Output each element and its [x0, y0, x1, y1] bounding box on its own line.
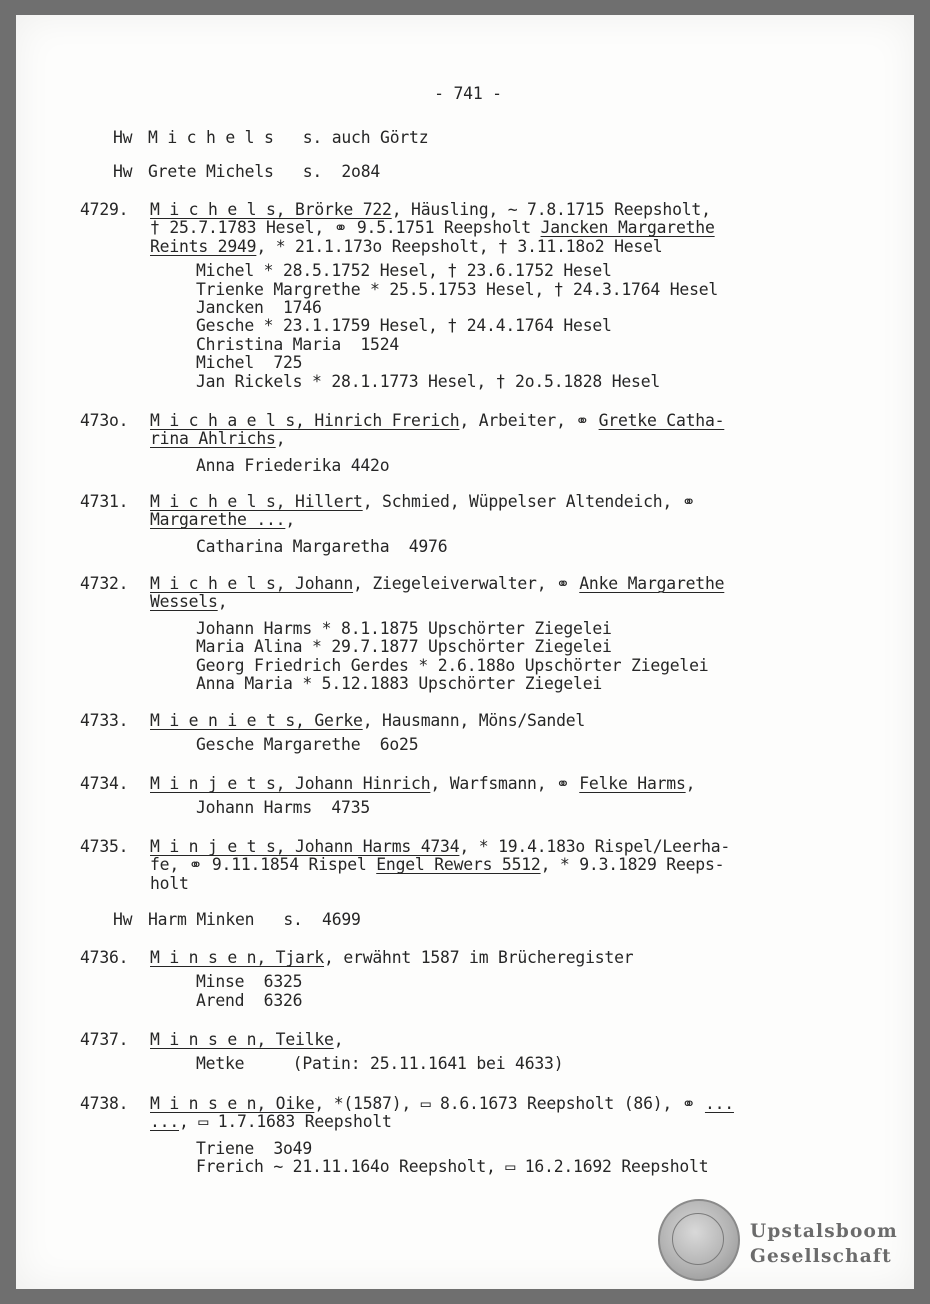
genealogy-entry — [150, 949, 830, 967]
entry-number: 4738. — [80, 1094, 129, 1113]
child-entry: Triene 3o49 — [196, 1138, 313, 1158]
genealogy-entry — [150, 1095, 830, 1132]
genealogy-entry — [150, 493, 830, 530]
underlined-name: M i c h e l s, Johann — [150, 574, 354, 593]
child-entry: Arend 6326 — [196, 990, 303, 1010]
entry-number: 4729. — [80, 200, 129, 219]
entry-line — [150, 593, 830, 611]
entry-number: 4737. — [80, 1030, 129, 1049]
underlined-name: ... — [704, 1094, 734, 1113]
children-list — [196, 973, 836, 1010]
children-list — [196, 1055, 836, 1073]
entry-number: 4733. — [80, 711, 129, 730]
children-list — [196, 457, 836, 475]
genealogy-entry — [150, 412, 830, 449]
cross-reference-name: Grete Michels — [148, 162, 274, 181]
child-entry: Michel 725 — [196, 353, 303, 373]
genealogy-entry — [150, 1031, 830, 1049]
child-entry: Christina Maria 1524 — [196, 334, 400, 354]
entry-line — [150, 856, 830, 874]
entry-line — [150, 412, 830, 430]
underlined-name: M i n s e n, Teilke — [150, 1030, 334, 1049]
entry-line — [150, 430, 830, 448]
cross-reference-line — [113, 163, 380, 181]
entry-text: , * 19.4.183o Rispel/Leerha- — [459, 837, 731, 856]
children-list — [196, 538, 836, 556]
child-entry: Johann Harms * 8.1.1875 Upschörter Ziegelei — [196, 618, 612, 638]
children-list — [196, 799, 836, 817]
genealogy-entry — [150, 712, 830, 730]
genealogy-entry — [150, 201, 830, 256]
cross-reference-target: s. 4699 — [254, 910, 361, 929]
publisher-name-line1: Upstalsboom — [750, 1221, 898, 1242]
entry-text: † 25.7.1783 Hesel, ⚭ 9.5.1751 Reepsholt — [150, 218, 541, 238]
entry-text: , — [275, 429, 286, 449]
children-list — [196, 1140, 836, 1177]
entry-text: , Ziegeleiverwalter, ⚭ — [353, 574, 580, 593]
children-list — [196, 262, 836, 391]
cross-reference-name: Harm Minken — [148, 910, 255, 929]
entry-line — [150, 1095, 830, 1113]
hw-prefix: Hw — [113, 162, 133, 181]
document-body — [16, 15, 914, 1289]
child-entry: Maria Alina * 29.7.1877 Upschörter Ziegelei — [196, 637, 612, 657]
child-entry: Trienke Margrethe * 25.5.1753 Hesel, † 24.3.1764 Hesel — [196, 279, 719, 299]
underlined-name: Engel Rewers 5512 — [376, 855, 541, 875]
genealogy-entry — [150, 575, 830, 612]
underlined-name: Felke Harms — [579, 774, 686, 793]
cross-reference-name: M i c h e l s — [148, 128, 274, 147]
entry-line — [150, 201, 830, 219]
entry-number: 4735. — [80, 837, 129, 856]
child-entry: Johann Harms 4735 — [196, 798, 371, 818]
entry-number: 4731. — [80, 492, 129, 511]
entry-text: , Häusling, ~ 7.8.1715 Reepsholt, — [391, 200, 711, 219]
entry-line — [150, 775, 830, 793]
entry-line — [150, 511, 830, 529]
underlined-name: rina Ahlrichs — [150, 429, 276, 449]
underlined-name: Gretke Catha- — [598, 411, 725, 430]
entry-text: , — [217, 592, 228, 612]
underlined-name: M i c h e l s, Brörke 722 — [150, 200, 392, 219]
entry-number: 4736. — [80, 948, 129, 967]
underlined-name: M i c h a e l s, Hinrich Frerich — [150, 411, 460, 430]
cross-reference-line — [113, 911, 361, 929]
entry-line — [150, 575, 830, 593]
entry-text: , Schmied, Wüppelser Altendeich, ⚭ — [362, 492, 696, 511]
entry-text: , erwähnt 1587 im Brücheregister — [324, 948, 634, 967]
entry-text: , Hausmann, Möns/Sandel — [362, 711, 586, 730]
publisher-name-line2: Gesellschaft — [750, 1246, 892, 1267]
underlined-name: Wessels — [150, 592, 218, 612]
child-entry: Gesche * 23.1.1759 Hesel, † 24.4.1764 Hesel — [196, 316, 612, 336]
child-entry: Gesche Margarethe 6o25 — [196, 735, 419, 755]
entry-number: 4732. — [80, 574, 129, 593]
entry-line — [150, 219, 830, 237]
child-entry: Anna Friederika 442o — [196, 455, 390, 475]
entry-line — [150, 875, 830, 893]
child-entry: Jan Rickels * 28.1.1773 Hesel, † 2o.5.1828 Hesel — [196, 371, 661, 391]
hw-prefix: Hw — [113, 128, 133, 147]
child-entry: Georg Friedrich Gerdes * 2.6.188o Upschörter Ziegelei — [196, 655, 709, 675]
child-entry: Catharina Margaretha 4976 — [196, 536, 448, 556]
entry-line — [150, 493, 830, 511]
hw-prefix: Hw — [113, 910, 133, 929]
underlined-name: Reints 2949 — [150, 236, 257, 256]
entry-number: 473o. — [80, 411, 129, 430]
genealogy-entry — [150, 838, 830, 893]
underlined-name: M i n s e n, Tjark — [150, 948, 325, 967]
underlined-name: M i e n i e t s, Gerke — [150, 711, 363, 730]
child-entry: Frerich ~ 21.11.164o Reepsholt, ▭ 16.2.1692 Reepsholt — [196, 1157, 709, 1177]
cross-reference-line — [113, 129, 428, 147]
entry-line — [150, 1113, 830, 1131]
underlined-name: Jancken Margarethe — [540, 218, 715, 238]
entry-text: , Arbeiter, ⚭ — [459, 411, 599, 430]
underlined-name: Anke Margarethe — [579, 574, 725, 593]
entry-text: , *(1587), ▭ 8.6.1673 Reepsholt (86), ⚭ — [314, 1094, 705, 1113]
entry-text: holt — [150, 873, 189, 893]
child-entry: Michel * 28.5.1752 Hesel, † 23.6.1752 Hesel — [196, 261, 612, 281]
children-list — [196, 620, 836, 694]
genealogy-entry — [150, 775, 830, 793]
page-number: - 741 - — [434, 84, 502, 103]
entry-text: , — [333, 1030, 344, 1049]
underlined-name: Margarethe ... — [150, 510, 286, 530]
entry-text: fe, ⚭ 9.11.1854 Rispel — [150, 855, 377, 875]
entry-number: 4734. — [80, 774, 129, 793]
underlined-name: ... — [150, 1112, 180, 1132]
entry-line — [150, 1031, 830, 1049]
cross-reference-target: s. 2o84 — [273, 162, 381, 181]
entry-text: , — [285, 510, 296, 530]
entry-line — [150, 838, 830, 856]
entry-text: , — [685, 774, 696, 793]
underlined-name: M i n j e t s, Johann Harms 4734 — [150, 837, 460, 856]
underlined-name: M i c h e l s, Hillert — [150, 492, 363, 511]
document-page — [16, 15, 914, 1289]
entry-line — [150, 712, 830, 730]
child-entry: Metke (Patin: 25.11.1641 bei 4633) — [196, 1054, 564, 1074]
underlined-name: M i n s e n, Oike — [150, 1094, 315, 1113]
child-entry: Anna Maria * 5.12.1883 Upschörter Ziegelei — [196, 673, 603, 693]
child-entry: Jancken 1746 — [196, 297, 322, 317]
children-list — [196, 736, 836, 754]
entry-text: , * 21.1.173o Reepsholt, † 3.11.18o2 Hesel — [256, 236, 663, 256]
child-entry: Minse 6325 — [196, 972, 303, 992]
underlined-name: M i n j e t s, Johann Hinrich — [150, 774, 431, 793]
entry-line — [150, 949, 830, 967]
entry-text: , ▭ 1.7.1683 Reepsholt — [179, 1112, 392, 1132]
entry-text: , * 9.3.1829 Reeps- — [540, 855, 725, 875]
society-seal-logo — [658, 1199, 740, 1281]
entry-line — [150, 238, 830, 256]
cross-reference-target: s. auch Görtz — [273, 128, 429, 147]
publisher-logo — [750, 1219, 910, 1269]
entry-text: , Warfsmann, ⚭ — [430, 774, 580, 793]
